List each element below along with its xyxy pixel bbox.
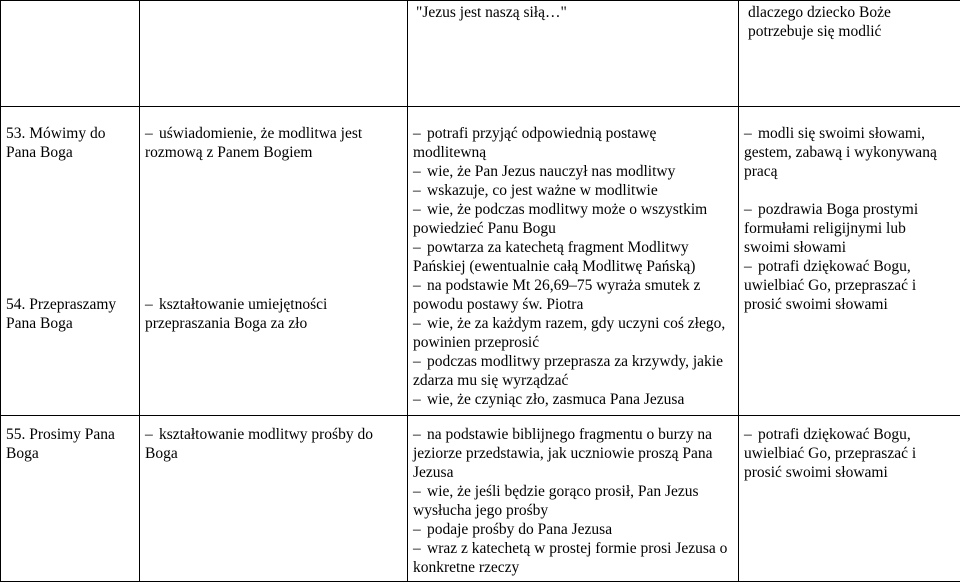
- lesson-outcomes-cell: [408, 107, 739, 416]
- outcome-text: wie, że czyniąc zło, zasmuca Pana Jezusa: [427, 391, 685, 408]
- list-item: – wie, że czyniąc zło, zasmuca Pana Jezusa: [413, 391, 685, 408]
- header-question-text: dlaczego dziecko Boże potrzebuje się modlić: [748, 4, 891, 40]
- list-item: – wraz z katechetą w prostej formie prosi Jezusa o konkretne rzeczy: [413, 540, 728, 576]
- table-row: [1, 416, 960, 582]
- list-item: – uświadomienie, że modlitwa jest rozmową z Panem Bogiem: [145, 125, 363, 161]
- list-item: – wskazuje, co jest ważne w modlitwie: [413, 182, 658, 199]
- lesson-title-cell: [1, 416, 140, 582]
- outcome-text: wraz z katechetą w prostej formie prosi Jezusa o konkretne rzeczy: [413, 540, 728, 576]
- outcome-text: wie, że Pan Jezus nauczył nas modlitwy: [427, 163, 676, 180]
- list-item: – modli się swoimi słowami, gestem, zabawą i wykonywaną pracą: [744, 125, 937, 180]
- header-cell-question: [739, 1, 960, 107]
- list-item: – potrafi przyjąć odpowiednią postawę modlitewną: [413, 125, 657, 161]
- header-theme-text: "Jezus jest naszą siłą…": [416, 4, 567, 21]
- activity-text: potrafi dziękować Bogu, uwielbiać Go, przepraszać i prosić swoimi słowami: [744, 258, 917, 313]
- lesson-goal-cell: [140, 416, 408, 582]
- outcome-text: na podstawie biblijnego fragmentu o burzy na jeziorze przedstawia, jak uczniowie proszą Pana Jezusa: [413, 426, 713, 481]
- outcome-text: na podstawie Mt 26,69–75 wyraża smutek z powodu postawy św. Piotra: [413, 277, 701, 313]
- list-item: – wie, że jeśli będzie gorąco prosił, Pan Jezus wysłucha jego prośby: [413, 483, 699, 519]
- list-item: – podaje prośby do Pana Jezusa: [413, 521, 613, 538]
- lesson-outcomes-cell: [408, 416, 739, 582]
- lesson-activities-cell: [739, 416, 960, 582]
- lesson-title: 54. Przepraszamy Pana Boga: [6, 296, 117, 332]
- header-row: [1, 1, 960, 107]
- header-cell-empty-1: [1, 1, 140, 107]
- outcome-text: podaje prośby do Pana Jezusa: [427, 521, 613, 538]
- list-item: – na podstawie biblijnego fragmentu o burzy na jeziorze przedstawia, jak uczniowie proszą Pana Jezusa: [413, 426, 713, 481]
- list-item: – pozdrawia Boga prostymi formułami religijnymi lub swoimi słowami: [744, 201, 919, 256]
- list-item: – kształtowanie modlitwy prośby do Boga: [145, 426, 373, 462]
- lesson-goal: kształtowanie modlitwy prośby do Boga: [145, 426, 373, 462]
- list-item: – wie, że za każdym razem, gdy uczyni coś złego, powinien przeprosić: [413, 315, 726, 351]
- lesson-goal: uświadomienie, że modlitwa jest rozmową z Panem Bogiem: [145, 125, 363, 161]
- lesson-title: 55. Prosimy Pana Boga: [6, 426, 115, 462]
- list-item: – podczas modlitwy przeprasza za krzywdy, jakie zdarza mu się wyrządzać: [413, 353, 723, 389]
- outcome-text: wskazuje, co jest ważne w modlitwie: [427, 182, 658, 199]
- list-item: – potrafi dziękować Bogu, uwielbiać Go, przepraszać i prosić swoimi słowami: [744, 258, 917, 313]
- list-item: – kształtowanie umiejętności przepraszania Boga za zło: [145, 296, 328, 332]
- list-item: – na podstawie Mt 26,69–75 wyraża smutek z powodu postawy św. Piotra: [413, 277, 701, 313]
- lesson-goal-cell: [140, 107, 408, 416]
- lesson-goal: kształtowanie umiejętności przepraszania Boga za zło: [145, 296, 328, 332]
- activity-text: modli się swoimi słowami, gestem, zabawą i wykonywaną pracą: [744, 125, 937, 180]
- list-item: – wie, że Pan Jezus nauczył nas modlitwy: [413, 163, 676, 180]
- table-row: [1, 107, 960, 416]
- header-cell-empty-2: [140, 1, 408, 107]
- outcome-text: potrafi przyjąć odpowiednią postawę modlitewną: [413, 125, 657, 161]
- activity-text: potrafi dziękować Bogu, uwielbiać Go, przepraszać i prosić swoimi słowami: [744, 426, 917, 481]
- lesson-title: 53. Mówimy do Pana Boga: [6, 125, 106, 161]
- list-item: – powtarza za katechetą fragment Modlitwy Pańskiej (ewentualnie całą Modlitwę Pańską): [413, 239, 696, 275]
- activity-text: pozdrawia Boga prostymi formułami religijnymi lub swoimi słowami: [744, 201, 919, 256]
- list-item: – potrafi dziękować Bogu, uwielbiać Go, przepraszać i prosić swoimi słowami: [744, 426, 917, 481]
- outcome-text: wie, że za każdym razem, gdy uczyni coś złego, powinien przeprosić: [413, 315, 726, 351]
- lesson-activities-cell: [739, 107, 960, 416]
- list-item: – wie, że podczas modlitwy może o wszystkim powiedzieć Panu Bogu: [413, 201, 708, 237]
- outcome-text: podczas modlitwy przeprasza za krzywdy, jakie zdarza mu się wyrządzać: [413, 353, 723, 389]
- lesson-title-cell: [1, 107, 140, 416]
- outcome-text: wie, że jeśli będzie gorąco prosił, Pan Jezus wysłucha jego prośby: [413, 483, 699, 519]
- header-cell-theme: [408, 1, 739, 107]
- outcome-text: wie, że podczas modlitwy może o wszystkim powiedzieć Panu Bogu: [413, 201, 708, 237]
- outcome-text: powtarza za katechetą fragment Modlitwy Pańskiej (ewentualnie całą Modlitwę Pańską): [413, 239, 696, 275]
